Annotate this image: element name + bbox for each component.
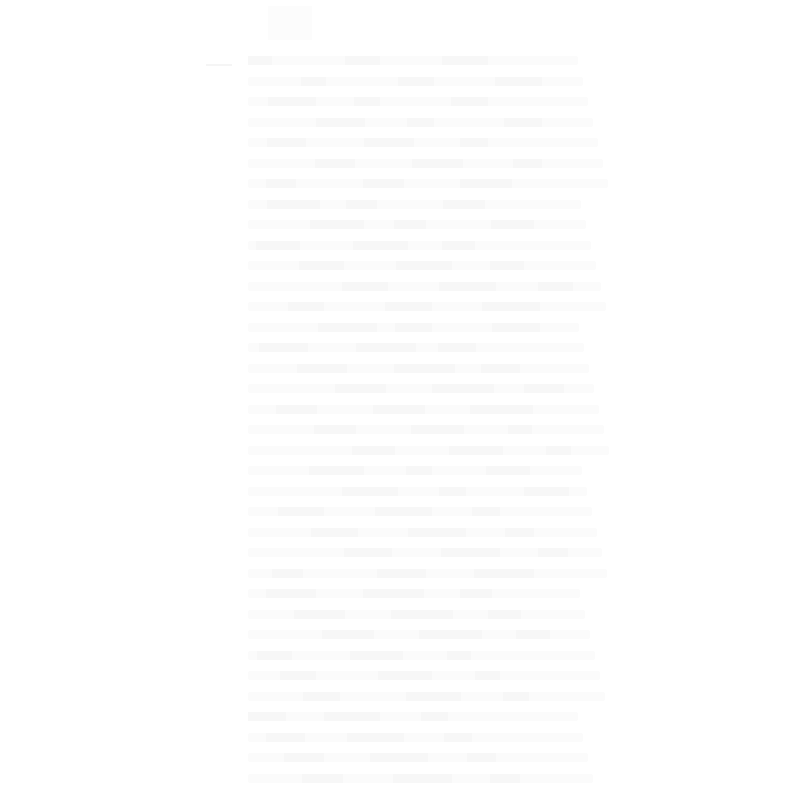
text-fragment (294, 610, 345, 619)
text-fragment (538, 282, 573, 291)
text-fragment (272, 569, 303, 578)
text-fragment (373, 405, 425, 414)
text-line (248, 692, 605, 701)
text-fragment (443, 200, 485, 209)
text-fragment (335, 384, 386, 393)
text-line (248, 712, 578, 721)
text-fragment (288, 302, 324, 311)
text-line (248, 97, 588, 106)
text-fragment (398, 77, 434, 86)
text-fragment (315, 159, 355, 168)
text-fragment (504, 118, 542, 127)
text-fragment (256, 241, 300, 250)
text-fragment (299, 261, 344, 270)
text-fragment (492, 323, 540, 332)
text-line (248, 630, 590, 639)
document-body (248, 56, 610, 800)
text-fragment (345, 56, 380, 65)
text-fragment (363, 589, 424, 598)
text-fragment (316, 118, 365, 127)
text-fragment (460, 179, 512, 188)
text-line (248, 118, 593, 127)
text-fragment (442, 56, 488, 65)
text-fragment (490, 261, 524, 270)
text-line (248, 261, 596, 270)
page-header-mark (268, 6, 312, 40)
text-fragment (248, 712, 286, 721)
text-fragment (470, 405, 533, 414)
text-fragment (303, 692, 340, 701)
text-fragment (406, 466, 432, 475)
text-line (248, 159, 603, 168)
text-fragment (513, 159, 542, 168)
text-fragment (460, 138, 488, 147)
text-fragment (352, 446, 395, 455)
text-fragment (394, 364, 455, 373)
text-fragment (378, 671, 432, 680)
text-fragment (524, 487, 569, 496)
text-fragment (266, 733, 305, 742)
text-fragment (438, 343, 476, 352)
text-fragment (266, 589, 316, 598)
text-fragment (472, 507, 500, 516)
text-fragment (314, 425, 356, 434)
text-line (248, 343, 584, 352)
text-line (248, 220, 586, 229)
text-line (248, 589, 580, 598)
text-fragment (342, 282, 388, 291)
text-fragment (302, 774, 343, 783)
text-line (248, 77, 583, 86)
text-fragment (467, 753, 496, 762)
text-fragment (280, 671, 316, 680)
text-fragment (439, 487, 466, 496)
text-line (248, 753, 588, 762)
text-fragment (474, 569, 534, 578)
text-fragment (377, 569, 426, 578)
text-line (248, 282, 601, 291)
text-fragment (421, 712, 448, 721)
text-fragment (266, 179, 296, 188)
text-fragment (363, 179, 404, 188)
text-fragment (311, 528, 358, 537)
text-fragment (447, 651, 471, 660)
text-line (248, 774, 593, 783)
text-fragment (441, 548, 500, 557)
text-line (248, 610, 585, 619)
text-fragment (491, 220, 534, 229)
text-line (248, 569, 607, 578)
text-fragment (442, 241, 475, 250)
text-fragment (475, 671, 500, 680)
text-fragment (353, 241, 408, 250)
text-fragment (354, 97, 380, 106)
text-fragment (342, 487, 398, 496)
text-fragment (346, 200, 377, 209)
text-fragment (284, 753, 324, 762)
text-fragment (432, 384, 494, 393)
text-fragment (356, 343, 416, 352)
text-line (248, 425, 604, 434)
text-fragment (524, 384, 564, 393)
text-line (248, 548, 602, 557)
text-fragment (460, 589, 492, 598)
text-fragment (268, 97, 316, 106)
text-line (248, 302, 606, 311)
text-fragment (395, 323, 432, 332)
text-fragment (482, 302, 540, 311)
text-fragment (439, 282, 496, 291)
text-line (248, 466, 582, 475)
text-fragment (324, 712, 380, 721)
text-fragment (406, 692, 461, 701)
text-fragment (449, 446, 503, 455)
text-fragment (505, 528, 534, 537)
text-fragment (391, 610, 453, 619)
text-fragment (393, 774, 452, 783)
text-line (248, 323, 579, 332)
text-fragment (301, 77, 326, 86)
text-line (248, 671, 600, 680)
text-fragment (486, 466, 530, 475)
text-fragment (322, 630, 374, 639)
margin-rule (206, 64, 232, 66)
text-fragment (508, 425, 532, 434)
text-line (248, 528, 597, 537)
text-fragment (318, 323, 377, 332)
text-fragment (411, 425, 464, 434)
text-fragment (516, 630, 550, 639)
text-fragment (538, 548, 568, 557)
text-line (248, 384, 594, 393)
text-fragment (344, 548, 392, 557)
text-line (248, 405, 599, 414)
text-line (248, 138, 598, 147)
text-line (248, 651, 595, 660)
text-fragment (248, 56, 272, 65)
text-fragment (488, 610, 521, 619)
text-fragment (412, 159, 463, 168)
text-fragment (370, 753, 428, 762)
text-fragment (278, 507, 324, 516)
text-fragment (257, 651, 292, 660)
text-line (248, 487, 587, 496)
text-fragment (385, 302, 432, 311)
text-fragment (267, 200, 320, 209)
text-line (248, 446, 609, 455)
text-fragment (375, 507, 432, 516)
text-fragment (495, 77, 542, 86)
text-fragment (350, 651, 403, 660)
text-fragment (490, 774, 520, 783)
text-line (248, 56, 578, 65)
text-fragment (394, 220, 426, 229)
text-fragment (503, 692, 529, 701)
text-line (248, 200, 581, 209)
text-fragment (546, 446, 571, 455)
text-line (248, 364, 589, 373)
text-fragment (444, 733, 472, 742)
text-fragment (347, 733, 404, 742)
text-line (248, 241, 591, 250)
text-line (248, 179, 608, 188)
text-fragment (396, 261, 452, 270)
text-line (248, 507, 592, 516)
text-fragment (310, 220, 364, 229)
text-fragment (297, 364, 347, 373)
text-line (248, 733, 583, 742)
text-fragment (267, 138, 306, 147)
text-fragment (407, 118, 434, 127)
text-fragment (451, 97, 488, 106)
text-fragment (408, 528, 466, 537)
text-fragment (481, 364, 520, 373)
text-fragment (309, 466, 364, 475)
text-fragment (364, 138, 414, 147)
text-fragment (419, 630, 482, 639)
text-fragment (259, 343, 308, 352)
text-fragment (276, 405, 317, 414)
